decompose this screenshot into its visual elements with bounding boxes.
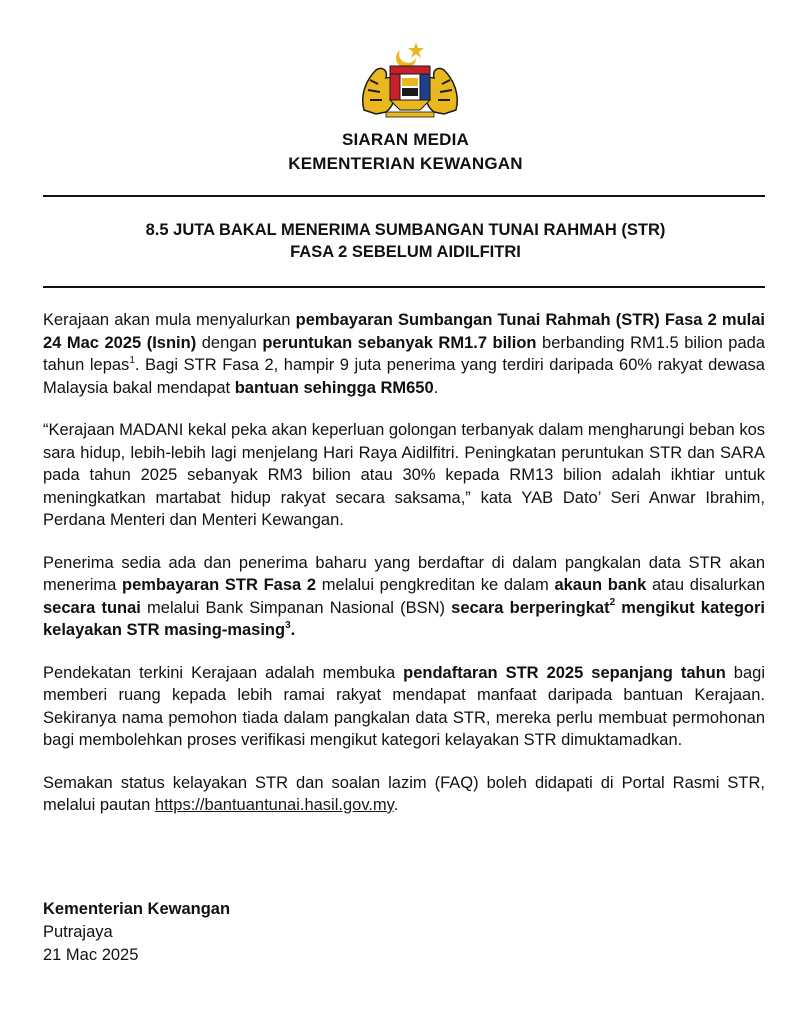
emphasis-text: pendaftaran STR 2025 sepanjang tahun <box>403 663 726 682</box>
emphasis-text: bantuan sehingga RM650 <box>234 378 434 397</box>
paragraph-text: berbanding RM1.5 bilion pada tahun lepas <box>43 333 765 374</box>
paragraph-text: atau disalurkan <box>646 576 765 594</box>
release-type: SIARAN MEDIA <box>341 130 470 149</box>
emphasis-text: secara berperingkat <box>451 598 610 617</box>
media-release-header <box>0 128 811 176</box>
title-line-2: FASA 2 SEBELUM AIDILFITRI <box>290 243 521 261</box>
footnote-marker: 3 <box>285 619 291 631</box>
paragraph-text: Kerajaan akan mula menyalurkan <box>43 311 296 329</box>
portal-link[interactable]: https://bantuantunai.hasil.gov.my <box>154 796 394 814</box>
emphasis-text: . <box>290 621 296 639</box>
emphasis-text: akaun bank <box>554 576 647 594</box>
footnote-marker: 2 <box>609 597 616 608</box>
paragraph-text: melalui Bank Simpanan Nasional (BSN) <box>140 598 452 617</box>
paragraph-text: Semakan status kelayakan STR dan soalan lazim (FAQ) boleh didapati di Portal Rasmi STR, melalui pautan <box>43 773 765 814</box>
paragraph-5 <box>43 772 765 817</box>
paragraph-text: . <box>433 378 439 397</box>
divider-top <box>43 195 765 197</box>
emphasis-text: secara tunai <box>43 598 141 617</box>
ministry-name: KEMENTERIAN KEWANGAN <box>288 154 523 173</box>
emphasis-text: mengikut kategori kelayakan STR masing-masing <box>43 598 765 639</box>
paragraph-3 <box>43 552 765 642</box>
title-line-1: 8.5 JUTA BAKAL MENERIMA SUMBANGAN TUNAI RAHMAH (STR) <box>145 221 666 239</box>
signoff-organisation: Kementerian Kewangan <box>43 900 231 918</box>
signoff-date: 21 Mac 2025 <box>43 946 139 964</box>
divider-bottom <box>43 286 765 288</box>
release-body <box>43 309 765 837</box>
paragraph-text: “Kerajaan MADANI kekal peka akan keperluan golongan terbanyak dalam mengharungi beban kos sara hidup, lebih-lebih lagi menjelang Hari Raya Aidilfitri. Peningkatan peruntukan STR dan SARA pada tahun 2025 sebanyak RM3 bilion atau 30% kepada RM13 bilion adalah ikhtiar untuk meningkatkan martabat hidup rakyat secara saksama,” kata YAB Dato’ Seri Anwar Ibrahim, Perdana Menteri dan Menteri Kewangan. <box>43 421 765 529</box>
signoff <box>43 898 230 967</box>
paragraph-text: dengan <box>196 333 263 352</box>
emphasis-text: peruntukan sebanyak RM1.7 bilion <box>262 333 537 352</box>
paragraph-text: . Bagi STR Fasa 2, hampir 9 juta penerima yang terdiri daripada 60% rakyat dewasa Malaysia bakal mendapat <box>43 356 765 397</box>
footnote-marker: 1 <box>129 354 135 366</box>
release-title <box>0 219 811 263</box>
emphasis-text: pembayaran Sumbangan Tunai Rahmah (STR) Fasa 2 mulai 24 Mac 2025 (Isnin) <box>43 311 765 352</box>
paragraph-4 <box>43 662 765 752</box>
paragraph-1 <box>43 309 765 399</box>
emphasis-text: pembayaran STR Fasa 2 <box>122 576 317 594</box>
paragraph-text: . <box>393 796 399 814</box>
paragraph-text: Pendekatan terkini Kerajaan adalah membuka <box>43 663 404 682</box>
paragraph-text: Penerima sedia ada dan penerima baharu yang berdaftar di dalam pangkalan data STR akan menerima <box>43 553 765 594</box>
paragraph-2 <box>43 419 765 532</box>
paragraph-text: melalui pengkreditan ke dalam <box>316 576 555 594</box>
signoff-place: Putrajaya <box>43 923 113 941</box>
paragraph-text: bagi memberi ruang kepada lebih ramai rakyat mendapat manfaat daripada bantuan Kerajaan. Sekiranya nama pemohon tiada dalam pangkalan data STR, mereka perlu membuat permohonan bagi membolehkan proses verifikasi mengikut kategori kelayakan STR dimuktamadkan. <box>43 663 765 749</box>
malaysia-coat-of-arms-icon <box>356 40 464 120</box>
